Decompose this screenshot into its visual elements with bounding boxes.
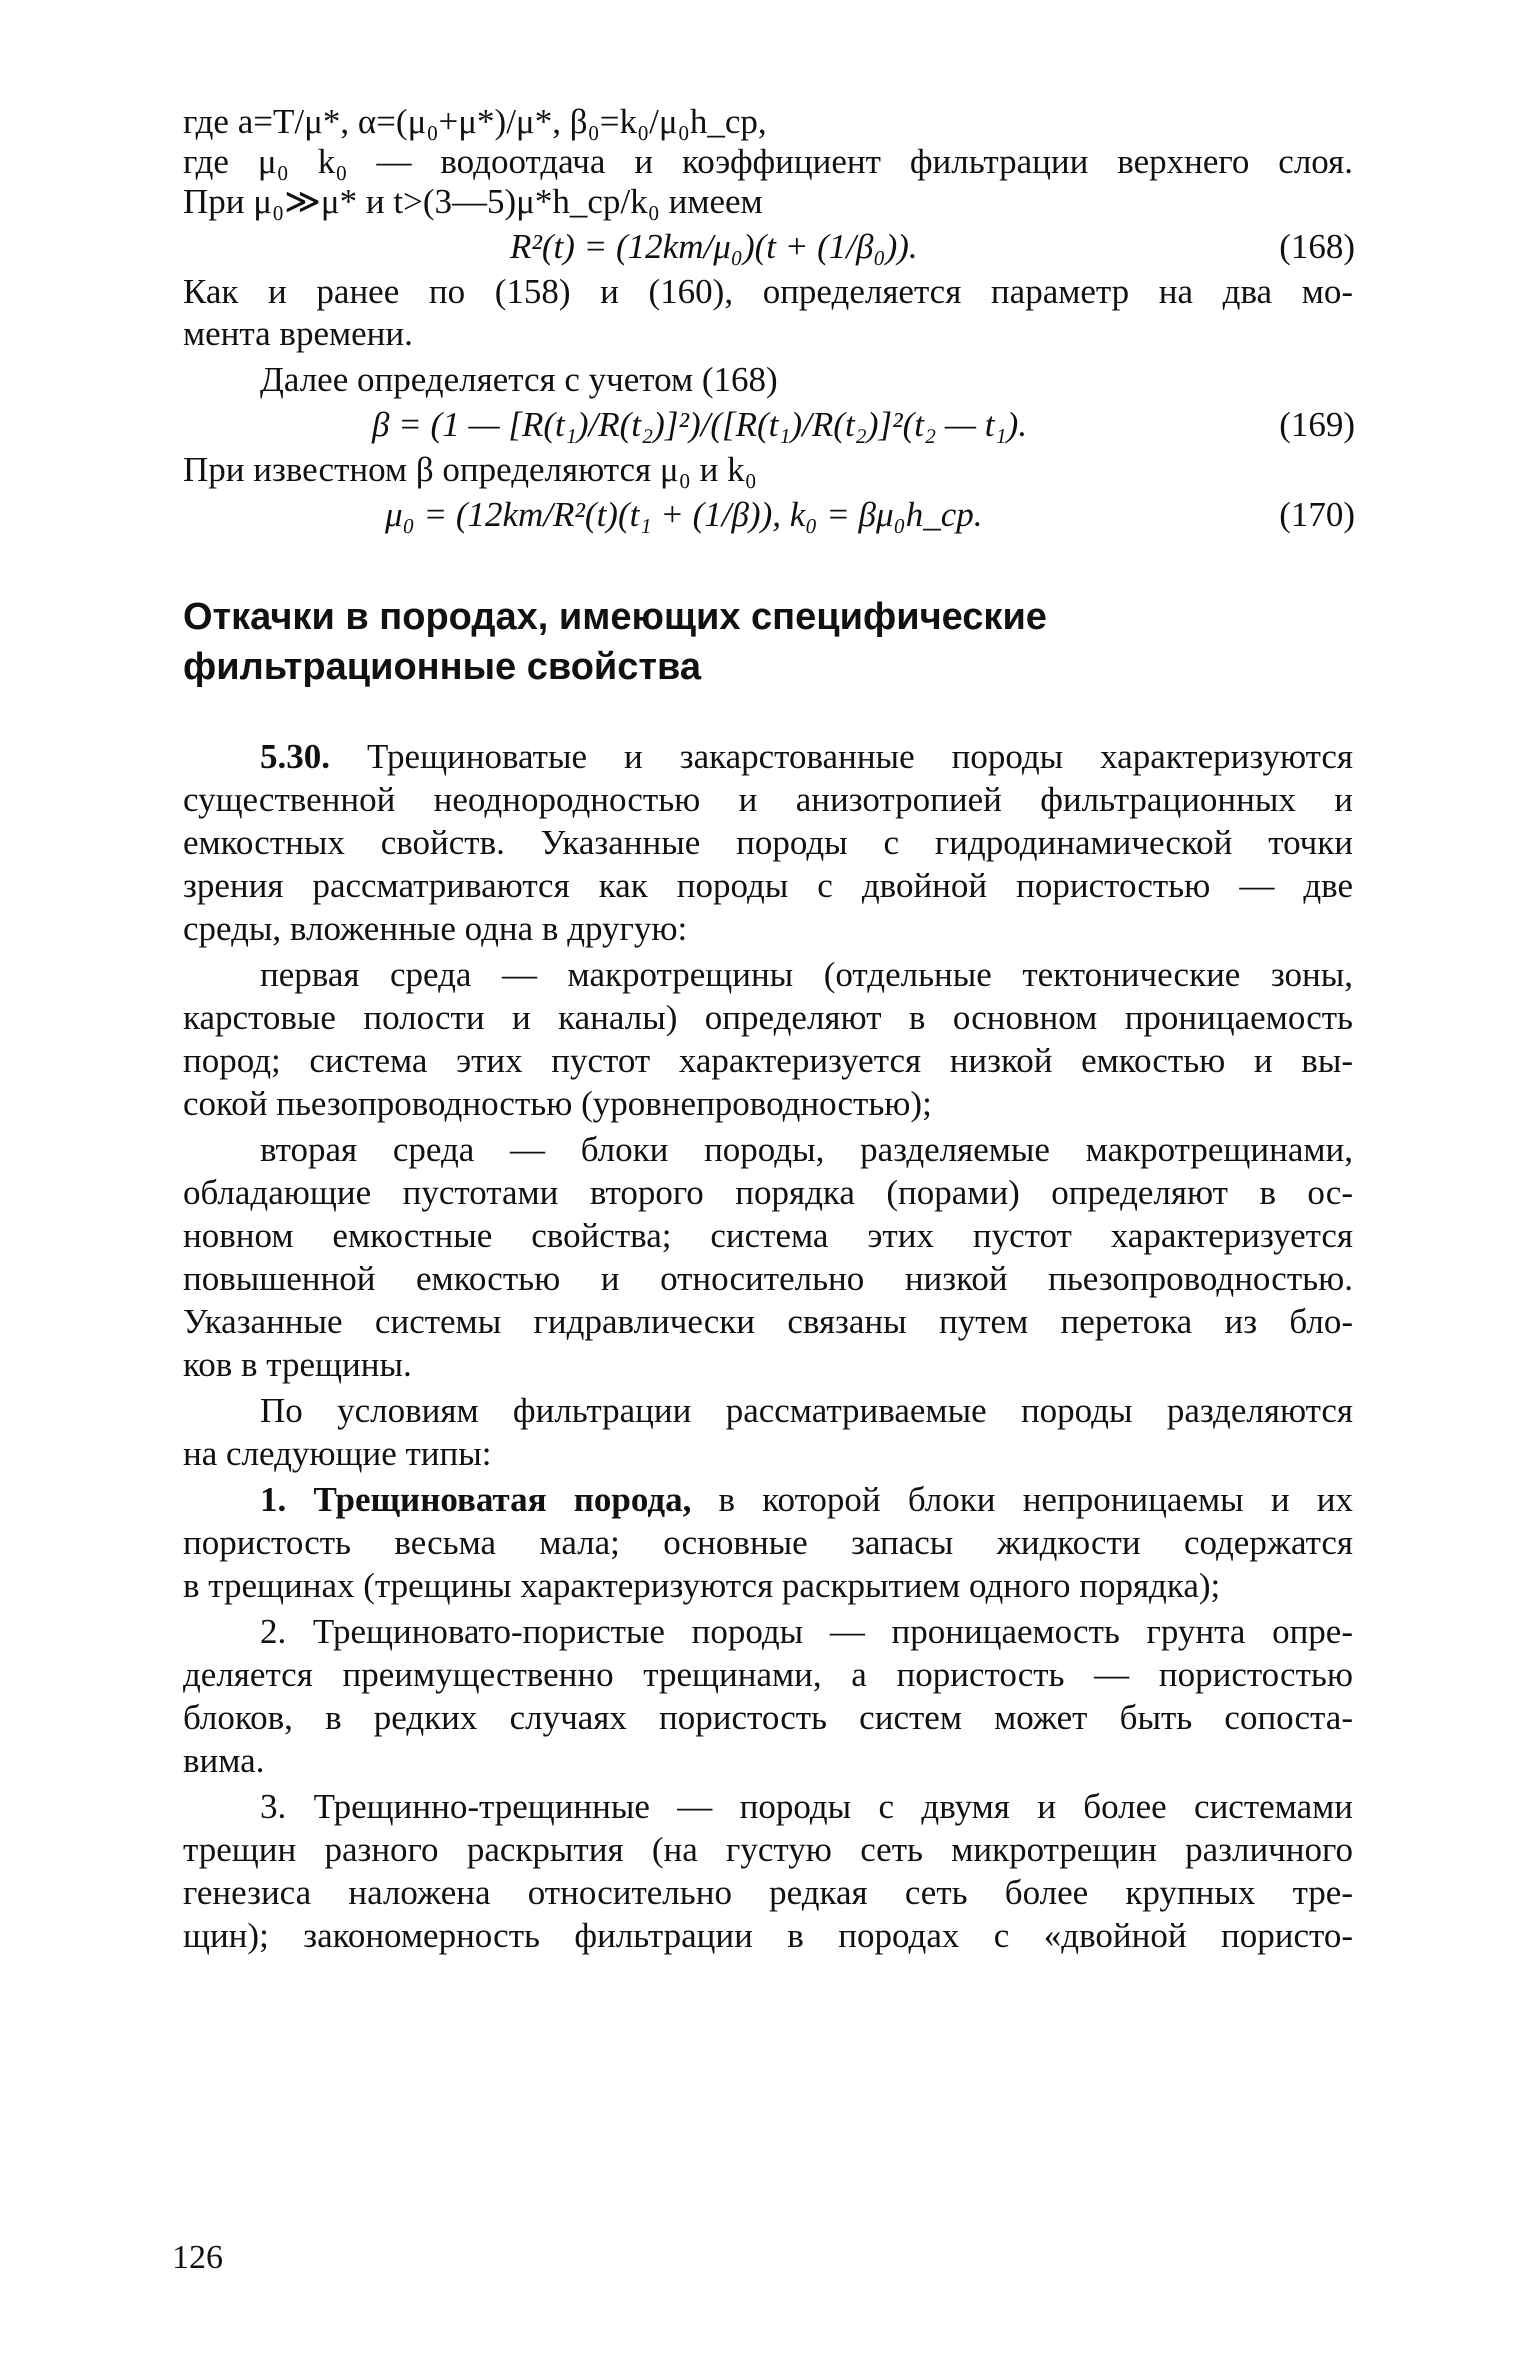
text-line: генезиса наложена относительно редкая сеть более крупных тре- bbox=[183, 1873, 1353, 1912]
equation-170: μ₀ = (12km/R²(t)(t₁ + (1/β)), k₀ = βμ₀h_ср. bbox=[385, 495, 983, 534]
section-heading: фильтрационные свойства bbox=[183, 646, 702, 688]
text-line: пористость весьма мала; основные запасы жидкости содержатся bbox=[183, 1523, 1353, 1562]
equation-169: β = (1 — [R(t₁)/R(t₂)]²)/([R(t₁)/R(t₂)]²(t₂ — t₁). bbox=[372, 405, 1028, 444]
text-line: среды, вложенные одна в другую: bbox=[183, 909, 688, 948]
text-line: Как и ранее по (158) и (160), определяется параметр на два мо- bbox=[183, 272, 1353, 311]
section-number: 5.30. bbox=[260, 737, 330, 776]
text-line: деляется преимущественно трещинами, а пористость — пористостью bbox=[183, 1655, 1353, 1694]
text-line: По условиям фильтрации рассматриваемые породы разделяются bbox=[260, 1391, 1353, 1430]
text-line: Указанные системы гидравлически связаны путем перетока из бло- bbox=[183, 1302, 1353, 1341]
text-line: щин); закономерность фильтрации в породах с «двойной пористо- bbox=[183, 1916, 1353, 1955]
section-heading: Откачки в породах, имеющих специфические bbox=[183, 596, 1047, 638]
text-line: новном емкостные свойства; система этих пустот характеризуется bbox=[183, 1216, 1353, 1255]
text-line: карстовые полости и каналы) определяют в основном проницаемость bbox=[183, 998, 1353, 1037]
text-line: на следующие типы: bbox=[183, 1434, 492, 1473]
text-line: ков в трещины. bbox=[183, 1345, 412, 1384]
text-line: 2. Трещиновато-пористые породы — проницаемость грунта опре- bbox=[260, 1612, 1353, 1651]
equation-number-170: (170) bbox=[1279, 495, 1355, 534]
text-line: При известном β определяются μ₀ и k₀ bbox=[183, 450, 757, 489]
text-line: в трещинах (трещины характеризуются раскрытием одного порядка); bbox=[183, 1566, 1221, 1605]
text-line: 1. Трещиноватая порода, в которой блоки непроницаемы и их bbox=[260, 1480, 1354, 1519]
text-line: где μ₀ k₀ — водоотдача и коэффициент фильтрации верхнего слоя. bbox=[183, 142, 1353, 181]
page-number: 126 bbox=[172, 2239, 223, 2276]
text-line: пород; система этих пустот характеризуется низкой емкостью и вы- bbox=[183, 1041, 1353, 1080]
text-line: существенной неоднородностью и анизотропией фильтрационных и bbox=[183, 780, 1353, 819]
text-line: емкостных свойств. Указанные породы с гидродинамической точки bbox=[183, 823, 1353, 862]
text-line: Далее определяется с учетом (168) bbox=[260, 360, 778, 399]
text-line: При μ₀≫μ* и t>(3—5)μ*h_ср/k₀ имеем bbox=[183, 182, 763, 221]
text-line: повышенной емкостью и относительно низкой пьезопроводностью. bbox=[183, 1259, 1353, 1298]
text-line: мента времени. bbox=[183, 314, 413, 353]
text-line: 5.30. Трещиноватые и закарстованные породы характеризуются bbox=[260, 737, 1353, 776]
text-line: блоков, в редких случаях пористость систем может быть сопоста- bbox=[183, 1698, 1353, 1737]
text-line: где a=T/μ*, α=(μ₀+μ*)/μ*, β₀=k₀/μ₀h_ср, bbox=[183, 102, 767, 141]
equation-number-169: (169) bbox=[1279, 405, 1355, 444]
type-1-lead: 1. Трещиноватая порода, bbox=[260, 1480, 692, 1519]
text-line: зрения рассматриваются как породы с двойной пористостью — две bbox=[183, 866, 1353, 905]
text-line: вторая среда — блоки породы, разделяемые макротрещинами, bbox=[260, 1130, 1353, 1169]
equation-number-168: (168) bbox=[1279, 227, 1355, 266]
text-line: вима. bbox=[183, 1741, 265, 1780]
text-line: первая среда — макротрещины (отдельные тектонические зоны, bbox=[260, 955, 1353, 994]
text-line: 3. Трещинно-трещинные — породы с двумя и более системами bbox=[260, 1787, 1353, 1826]
text-line: трещин разного раскрытия (на густую сеть микротрещин различного bbox=[183, 1830, 1353, 1869]
text-line: сокой пьезопроводностью (уровнепроводностью); bbox=[183, 1084, 932, 1123]
equation-168: R²(t) = (12km/μ₀)(t + (1/β₀)). bbox=[510, 227, 918, 266]
text-line: обладающие пустотами второго порядка (порами) определяют в ос- bbox=[183, 1173, 1353, 1212]
